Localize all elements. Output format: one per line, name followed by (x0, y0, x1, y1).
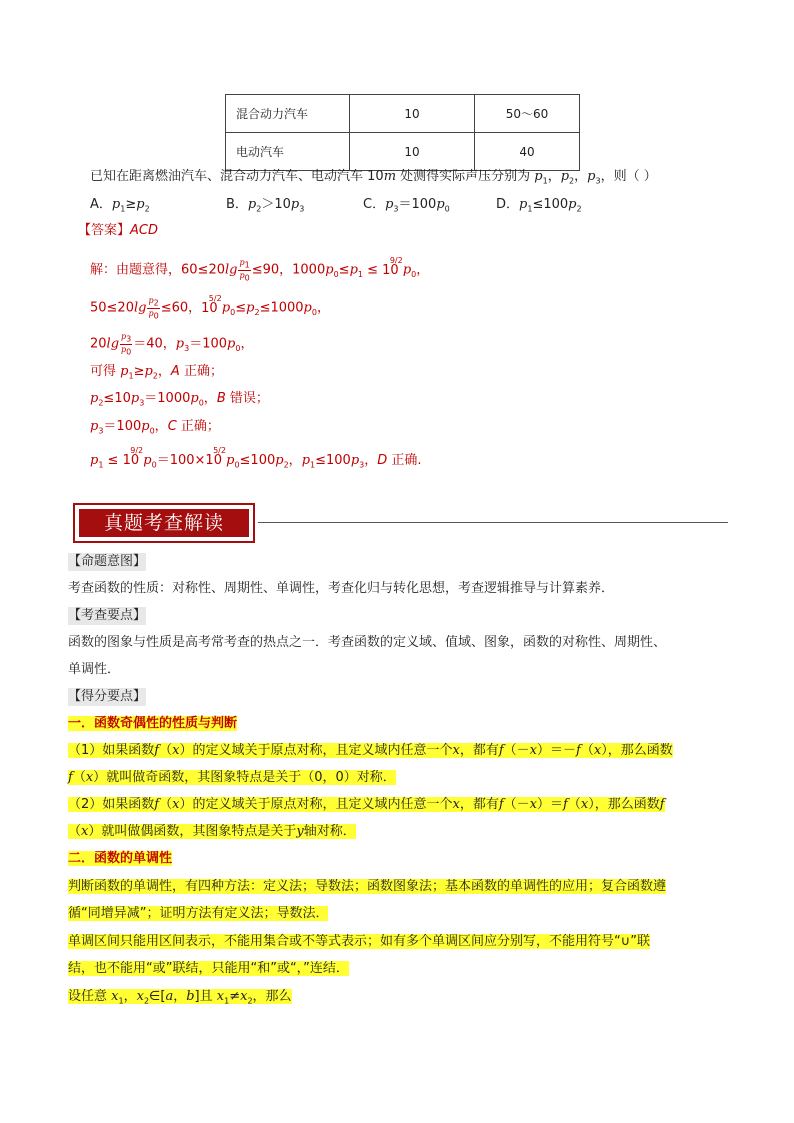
solution-line-3: 20lg $\frac{p_3}{p_0}$ ＝40，$p_3=100p_0$， (90, 332, 254, 357)
table-cell: 10 (350, 95, 475, 133)
mono-para-2-line-2: 结，也不能用“或”联结，只能用“和”或“，”连结． (68, 961, 349, 976)
heading-parity: 一．函数奇偶性的性质与判断 (68, 716, 238, 731)
mono-para-1-line-1: 判断函数的单调性，有四种方法：定义法；导数法；函数图象法；基本函数的单调性的应用；复合函数遵 (68, 879, 667, 894)
data-table (225, 94, 580, 171)
answer-line: 【答案】ACD (78, 223, 158, 238)
table-cell: 混合动力汽车 (226, 95, 350, 133)
intent-text: 考查函数的性质：对称性、周期性、单调性，考查化归与转化思想，考查逻辑推导与计算素养． (68, 581, 615, 596)
solution-line-7: $p_1 \le 10$ 9/2 $p_0=100\times 10$ 5/2 $p_0\le 100p_2$，$p_1\le 100p_3$，D 正确. (90, 446, 422, 470)
key-text-1: 函数的图象与性质是高考常考查的热点之一．考查函数的定义域、值域、图象，函数的对称性、周期性、 (68, 635, 667, 650)
mono-para-2-line-1: 单调区间只能用区间表示，不能用集合或不等式表示；如有多个单调区间应分别写，不能用符号“∪”联 (68, 934, 650, 949)
key-title: 【考查要点】 (68, 608, 147, 623)
solution-line-6: $p_3=100p_0$，C 正确； (90, 419, 220, 436)
banner-rule (258, 522, 728, 523)
parity-para-1-line-2: f（x）就叫做奇函数，其图象特点是关于（0，0）对称． (68, 770, 396, 785)
section-banner (73, 503, 255, 543)
key-text-2: 单调性． (68, 662, 121, 677)
question-stem: 已知在距离燃油汽车、混合动力汽车、电动汽车 10m 处测得实际声压分别为 $p_1$，$p_2$，$p_3$，则（ ） (90, 169, 657, 186)
mono-para-3: 设任意 $x_1$，$x_2\in[a$，b]且 $x_1\ne x_2$，那么 (68, 989, 292, 1006)
option-b: B．$p_2>10p_3$ (226, 197, 305, 214)
table-cell: 10 (350, 133, 475, 171)
parity-para-2-line-1: （2）如果函数f（x）的定义域关于原点对称，且定义域内任意一个x，都有f（－x）＝f（x），那么函数f (68, 797, 665, 812)
banner-title: 真题考查解读 (78, 508, 250, 538)
score-title: 【得分要点】 (68, 689, 147, 704)
solution-line-4: 可得 $p_1\ge p_2$，A 正确； (90, 364, 223, 381)
table-row (226, 95, 580, 133)
option-d: D．$p_1\le 100p_2$ (496, 197, 582, 214)
table-cell: 40 (475, 133, 580, 171)
intent-title: 【命题意图】 (68, 554, 147, 569)
parity-para-1-line-1: （1）如果函数f（x）的定义域关于原点对称，且定义域内任意一个x，都有f（－x）＝－f（x），那么函数 (68, 743, 673, 758)
solution-line-5: $p_2\le 10p_3=1000p_0$，B 错误； (90, 391, 269, 408)
mono-para-1-line-2: 循“同增异减”；证明方法有定义法；导数法． (68, 906, 329, 921)
table-cell: 50～60 (475, 95, 580, 133)
solution-line-2: 50≤20lg $\frac{p_2}{p_0}$ ≤60，10 5/2 $p_0\le p_2\le 1000p_0$， (90, 293, 330, 321)
table-cell: 电动汽车 (226, 133, 350, 171)
solution-line-1: 解：由题意得，60≤20lg $\frac{p_1}{p_0}$ ≤90，$1000p_0\le p_1 \le 10$ 9/2 $p_0$， (90, 255, 430, 283)
option-c: C．$p_3=100p_0$ (363, 197, 450, 214)
parity-para-2-line-2: （x）就叫做偶函数，其图象特点是关于y轴对称． (68, 824, 356, 839)
option-a: A．$p_1\ge p_2$ (90, 197, 150, 214)
heading-monotonic: 二．函数的单调性 (68, 851, 173, 866)
table-row (226, 133, 580, 171)
